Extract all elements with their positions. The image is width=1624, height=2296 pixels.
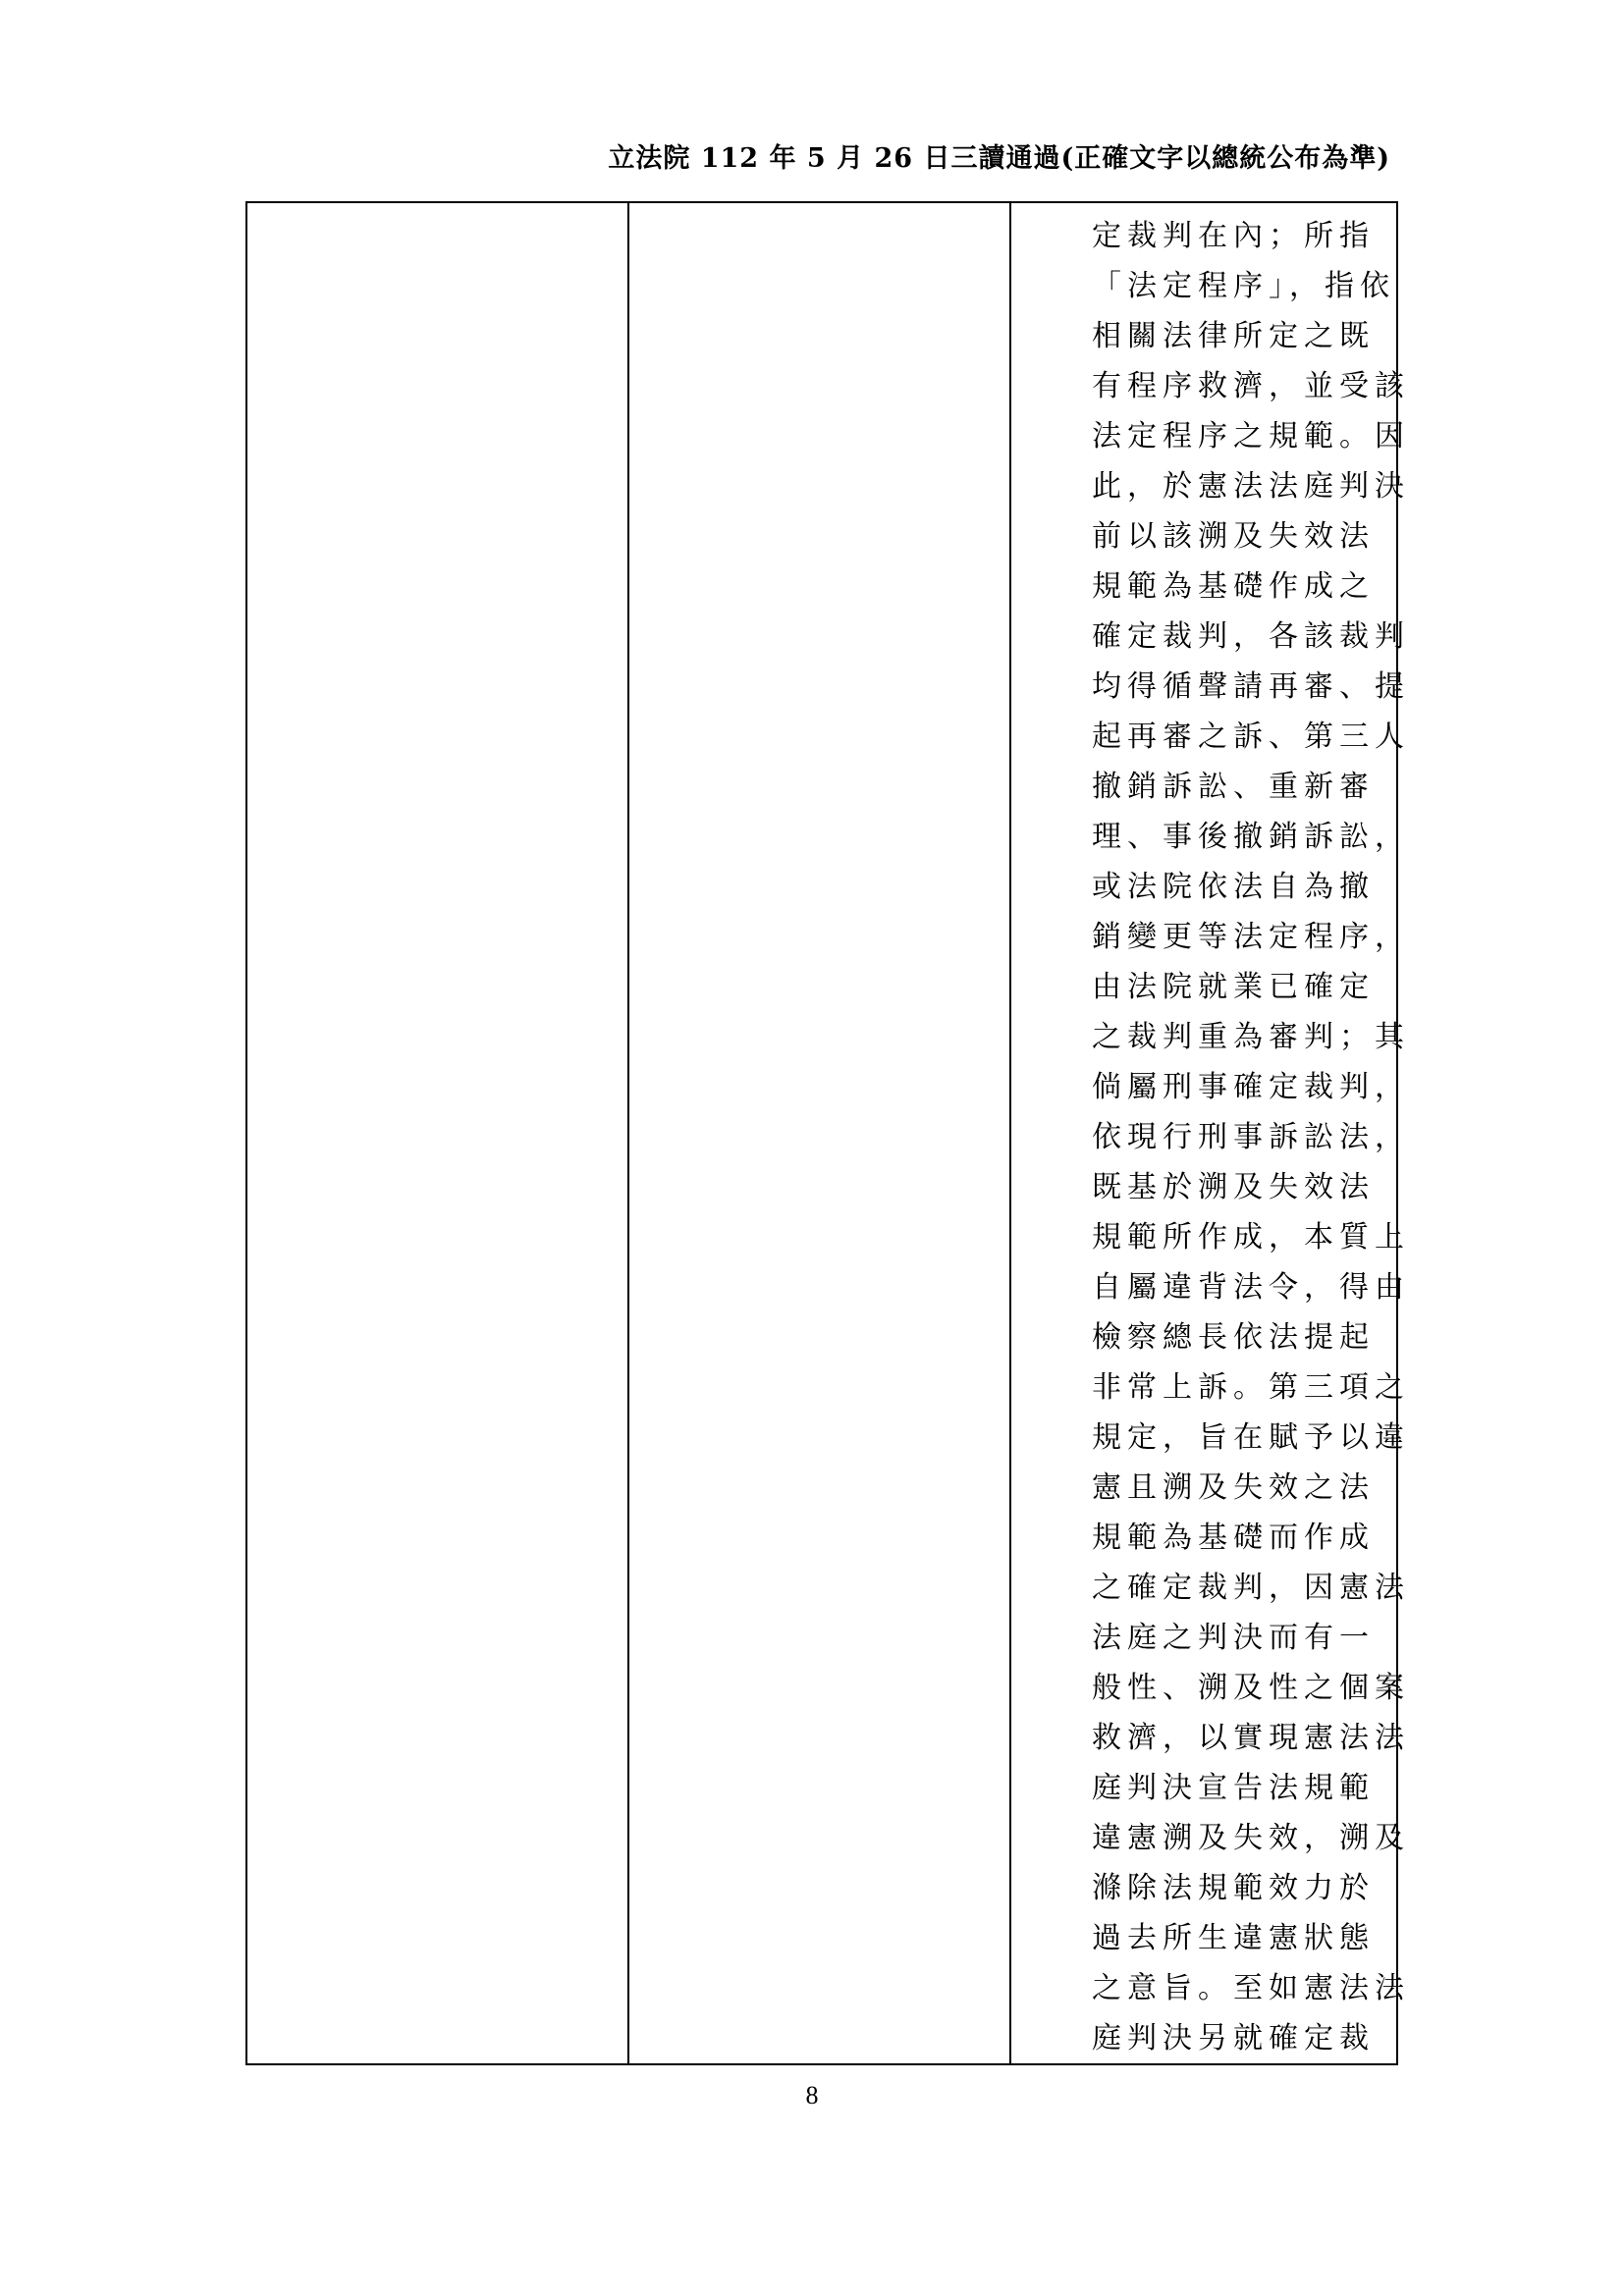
- text-line: 既基於溯及失效法: [1092, 1170, 1375, 1204]
- table-cell-column-2: [628, 202, 1010, 2064]
- text-line: 般性、溯及性之個案: [1092, 1671, 1410, 1705]
- text-line: 「法定程序」，指依: [1092, 269, 1395, 303]
- text-line: 或法院依法自為撤: [1092, 870, 1375, 904]
- text-line: 起再審之訴、第三人: [1092, 720, 1410, 754]
- text-line: 憲且溯及失效之法: [1092, 1470, 1375, 1505]
- text-line: 依現行刑事訴訟法，: [1092, 1120, 1410, 1154]
- page-number: 8: [805, 2081, 819, 2109]
- text-line: 撤銷訴訟、重新審: [1092, 770, 1375, 804]
- text-line: 規範所作成，本質上: [1092, 1220, 1410, 1255]
- text-line: 理、事後撤銷訴訟，: [1092, 820, 1410, 854]
- text-line: 相關法律所定之既: [1092, 319, 1375, 353]
- text-line: 法庭之判決而有一: [1092, 1621, 1375, 1655]
- table-cell-column-3: [1010, 202, 1410, 2064]
- text-line: 庭判決另就確定裁: [1092, 2021, 1375, 2056]
- text-line: 檢察總長依法提起: [1092, 1320, 1375, 1355]
- text-line: 救濟，以實現憲法法: [1092, 1721, 1410, 1755]
- text-line: 定裁判在內；所指: [1092, 219, 1375, 253]
- text-line: 違憲溯及失效，溯及: [1092, 1821, 1410, 1855]
- text-line: 自屬違背法令，得由: [1092, 1270, 1410, 1305]
- text-line: 之意旨。至如憲法法: [1092, 1971, 1410, 2005]
- document-header: 立法院 112 年 5 月 26 日三讀通過(正確文字以總統公布為準): [608, 143, 1390, 174]
- text-line: 均得循聲請再審、提: [1092, 669, 1410, 704]
- text-line: 規範為基礎作成之: [1092, 569, 1375, 604]
- comparison-table: [245, 201, 1410, 2065]
- text-line: 此，於憲法法庭判決: [1092, 469, 1410, 504]
- text-line: 非常上訴。第三項之: [1092, 1370, 1410, 1405]
- table-cell-column-1: [246, 202, 628, 2064]
- text-line: 有程序救濟，並受該: [1092, 369, 1410, 403]
- text-line: 確定裁判，各該裁判: [1092, 619, 1410, 654]
- text-line: 滌除法規範效力於: [1092, 1871, 1375, 1905]
- text-line: 之確定裁判，因憲法: [1092, 1571, 1410, 1605]
- text-line: 過去所生違憲狀態: [1092, 1921, 1375, 1955]
- text-line: 銷變更等法定程序，: [1092, 920, 1410, 954]
- text-line: 規定，旨在賦予以違: [1092, 1420, 1410, 1455]
- explanation-text: [1011, 203, 1410, 2063]
- text-line: 前以該溯及失效法: [1092, 519, 1375, 554]
- text-line: 庭判決宣告法規範: [1092, 1771, 1375, 1805]
- text-line: 法定程序之規範。因: [1092, 419, 1410, 454]
- text-line: 規範為基礎而作成: [1092, 1521, 1375, 1555]
- text-line: 由法院就業已確定: [1092, 970, 1375, 1004]
- text-line: 倘屬刑事確定裁判，: [1092, 1070, 1410, 1104]
- table-row: [246, 202, 1397, 2064]
- text-line: 之裁判重為審判；其: [1092, 1020, 1410, 1054]
